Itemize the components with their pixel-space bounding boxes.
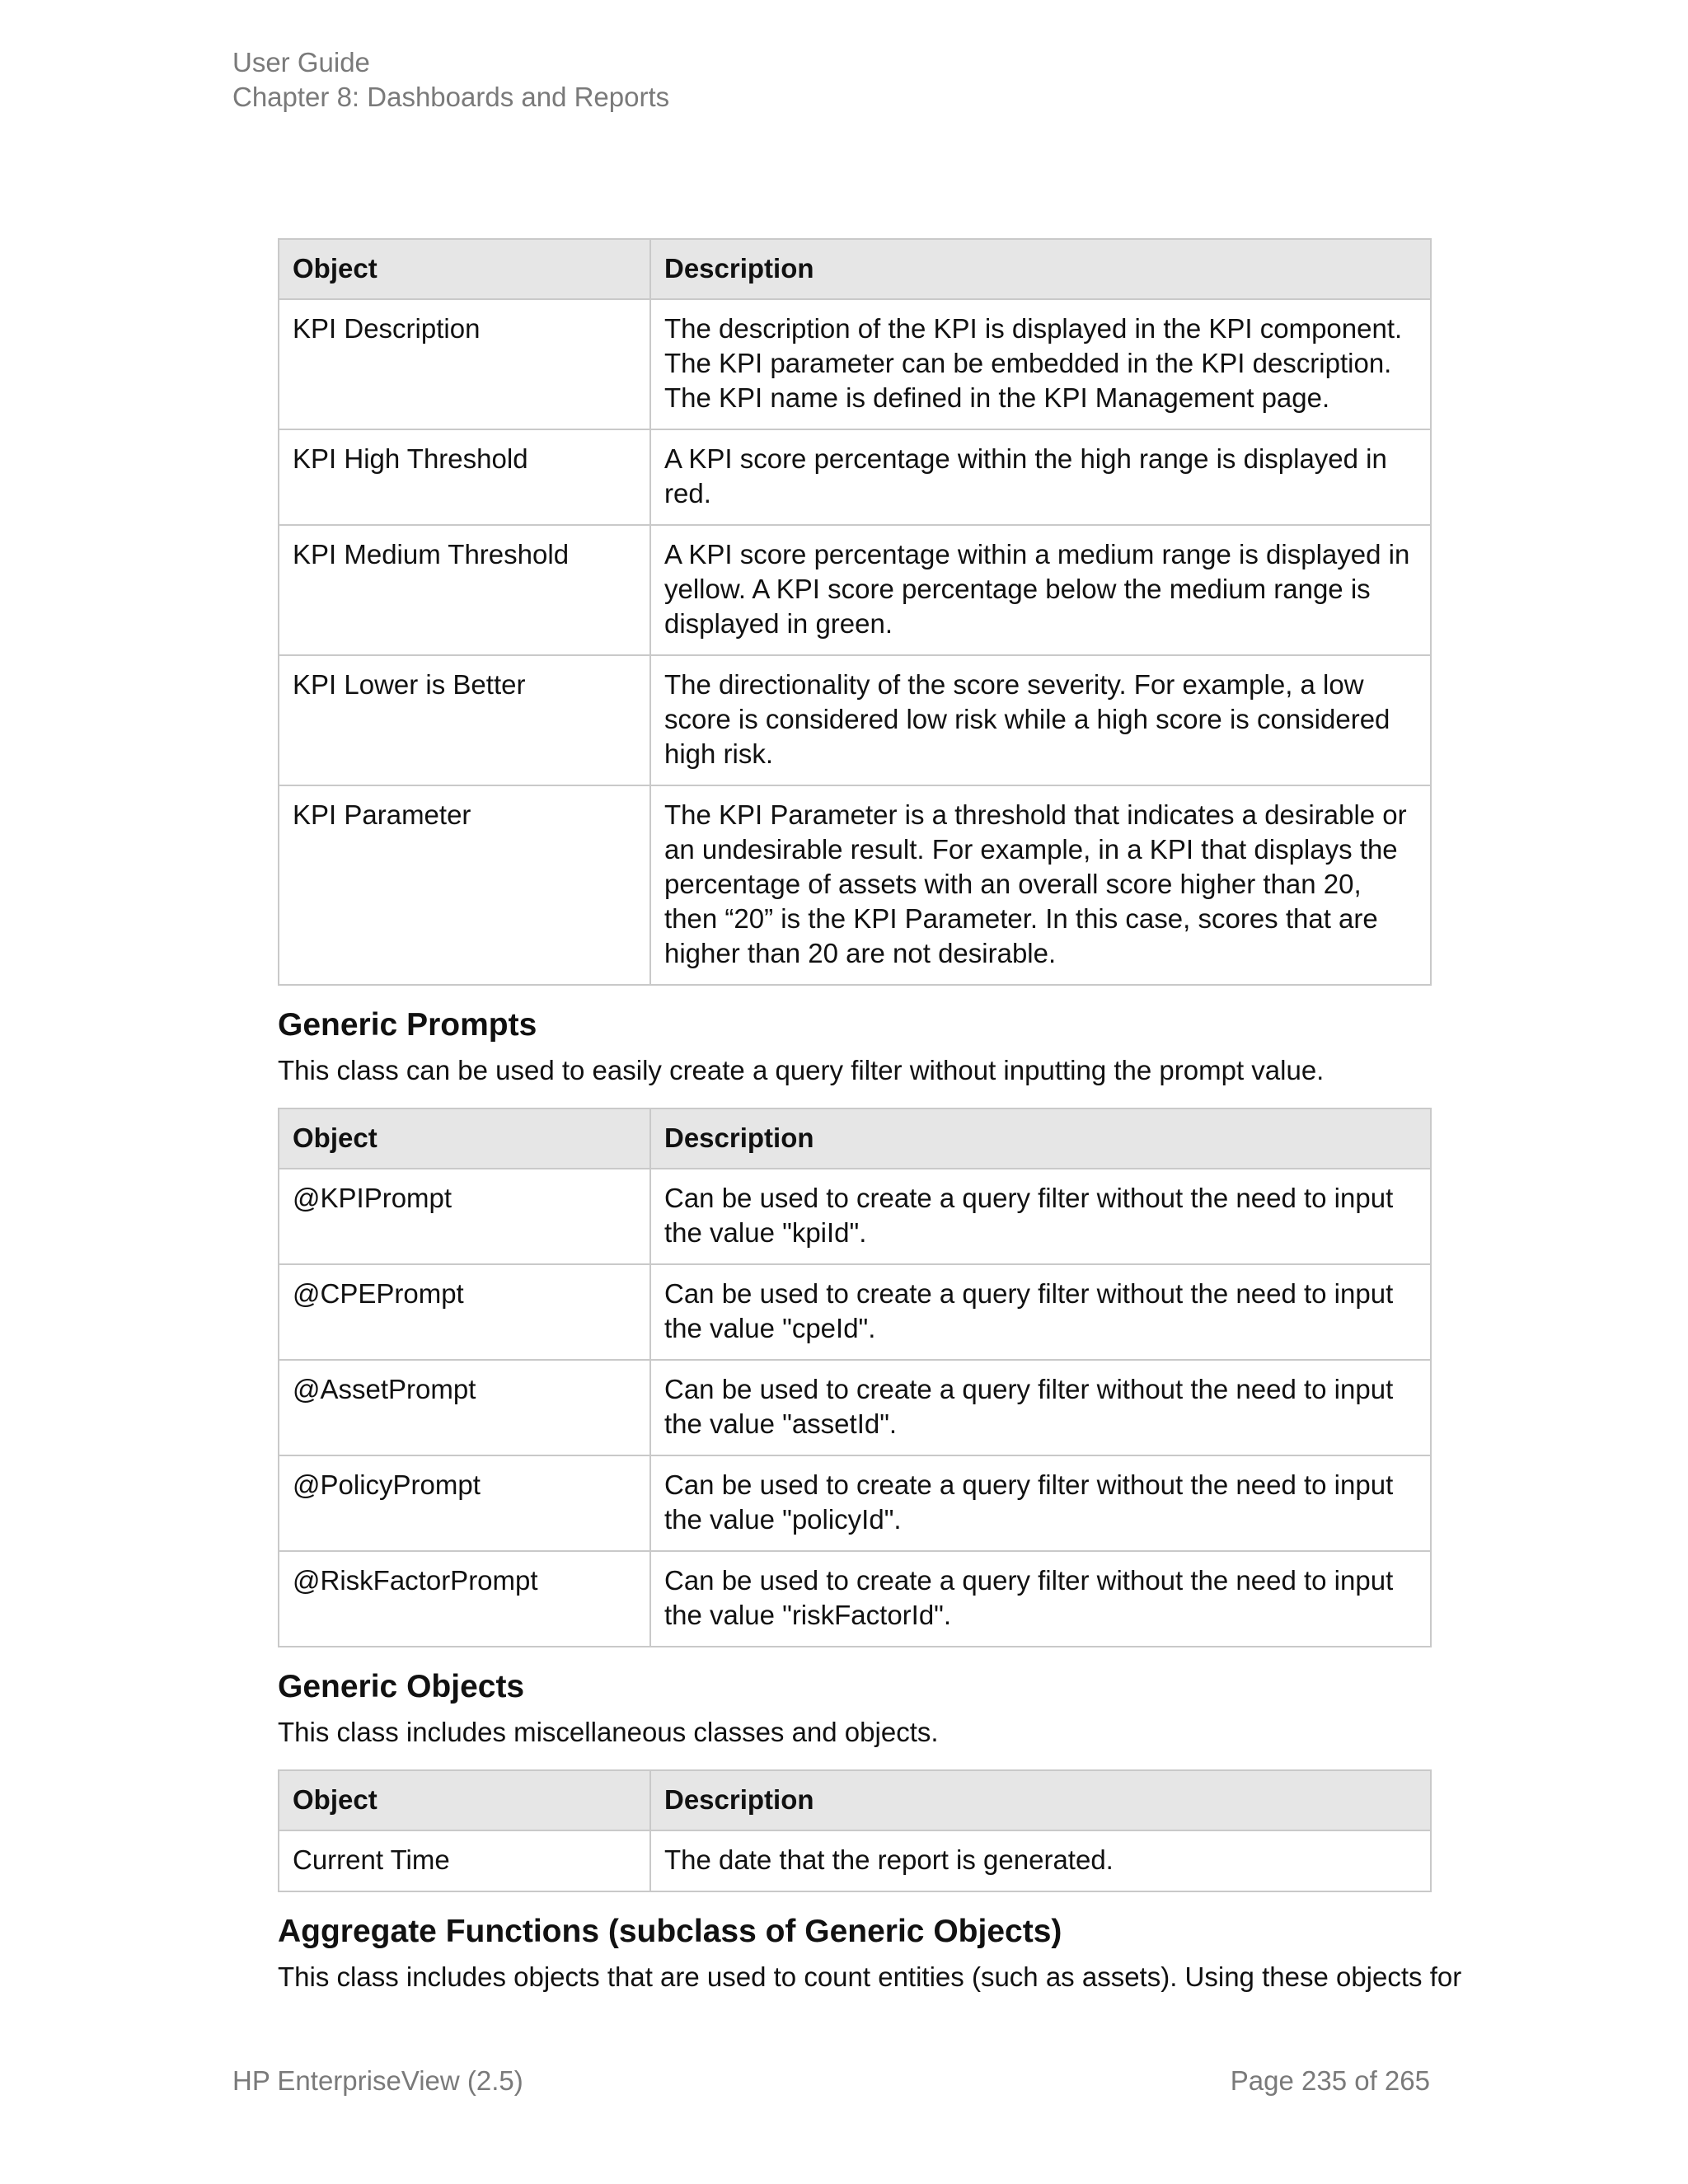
description-cell: The date that the report is generated. <box>650 1830 1431 1891</box>
table-row <box>279 1360 1431 1455</box>
object-cell: Current Time <box>279 1830 650 1891</box>
table-row <box>279 1455 1431 1551</box>
table-row <box>279 1264 1431 1360</box>
generic-prompts-table <box>278 1108 1432 1647</box>
table-row <box>279 1169 1431 1264</box>
object-cell: @CPEPrompt <box>279 1264 650 1360</box>
column-header-object: Object <box>279 239 650 299</box>
guide-title: User Guide <box>232 47 370 77</box>
table-row <box>279 525 1431 655</box>
description-cell: The directionality of the score severity. For example, a low score is considered low risk while a high score is considered high risk. <box>650 655 1431 785</box>
section-intro-generic-prompts: This class can be used to easily create a query filter without inputting the prompt value. <box>278 1055 1325 1085</box>
object-cell: KPI Lower is Better <box>279 655 650 785</box>
table-row <box>279 655 1431 785</box>
object-cell: KPI Parameter <box>279 785 650 985</box>
section-heading-generic-prompts: Generic Prompts <box>278 1007 537 1043</box>
description-cell: Can be used to create a query filter without the need to input the value "assetId". <box>650 1360 1431 1455</box>
table-row <box>279 785 1431 985</box>
column-header-description: Description <box>650 239 1431 299</box>
column-header-object: Object <box>279 1770 650 1830</box>
description-cell: A KPI score percentage within a medium range is displayed in yellow. A KPI score percentage below the medium range is displayed in green. <box>650 525 1431 655</box>
column-header-description: Description <box>650 1770 1431 1830</box>
table-row <box>279 299 1431 429</box>
table-row <box>279 1551 1431 1647</box>
table-header-row <box>279 1770 1431 1830</box>
section-intro-generic-objects: This class includes miscellaneous classes and objects. <box>278 1717 939 1747</box>
column-header-description: Description <box>650 1108 1431 1169</box>
description-cell: Can be used to create a query filter without the need to input the value "riskFactorId". <box>650 1551 1431 1647</box>
footer-product: HP EnterpriseView (2.5) <box>232 2065 523 2096</box>
object-cell: @KPIPrompt <box>279 1169 650 1264</box>
table-row <box>279 429 1431 525</box>
object-cell: KPI Description <box>279 299 650 429</box>
kpi-objects-table <box>278 238 1432 986</box>
column-header-object: Object <box>279 1108 650 1169</box>
object-cell: KPI High Threshold <box>279 429 650 525</box>
section-intro-aggregate-functions: This class includes objects that are used to count entities (such as assets). Using these objects for <box>278 1961 1462 1992</box>
table-header-row <box>279 1108 1431 1169</box>
description-cell: The description of the KPI is displayed in the KPI component. The KPI parameter can be embedded in the KPI description. The KPI name is defined in the KPI Management page. <box>650 299 1431 429</box>
footer-page-number: Page 235 of 265 <box>1230 2065 1430 2096</box>
description-cell: Can be used to create a query filter without the need to input the value "policyId". <box>650 1455 1431 1551</box>
description-cell: A KPI score percentage within the high range is displayed in red. <box>650 429 1431 525</box>
section-heading-aggregate-functions: Aggregate Functions (subclass of Generic Objects) <box>278 1914 1062 1949</box>
generic-objects-table <box>278 1769 1432 1892</box>
object-cell: KPI Medium Threshold <box>279 525 650 655</box>
chapter-title: Chapter 8: Dashboards and Reports <box>232 82 670 112</box>
description-cell: The KPI Parameter is a threshold that indicates a desirable or an undesirable result. For example, in a KPI that displays the percentage of assets with an overall score higher than 20, then “20” is the KPI Parameter. In this case, scores that are higher than 20 are not desirable. <box>650 785 1431 985</box>
object-cell: @AssetPrompt <box>279 1360 650 1455</box>
table-row <box>279 1830 1431 1891</box>
object-cell: @PolicyPrompt <box>279 1455 650 1551</box>
table-header-row <box>279 239 1431 299</box>
description-cell: Can be used to create a query filter without the need to input the value "cpeId". <box>650 1264 1431 1360</box>
object-cell: @RiskFactorPrompt <box>279 1551 650 1647</box>
page-content <box>278 238 1462 1994</box>
running-header <box>232 45 669 115</box>
description-cell: Can be used to create a query filter without the need to input the value "kpiId". <box>650 1169 1431 1264</box>
section-heading-generic-objects: Generic Objects <box>278 1669 525 1704</box>
